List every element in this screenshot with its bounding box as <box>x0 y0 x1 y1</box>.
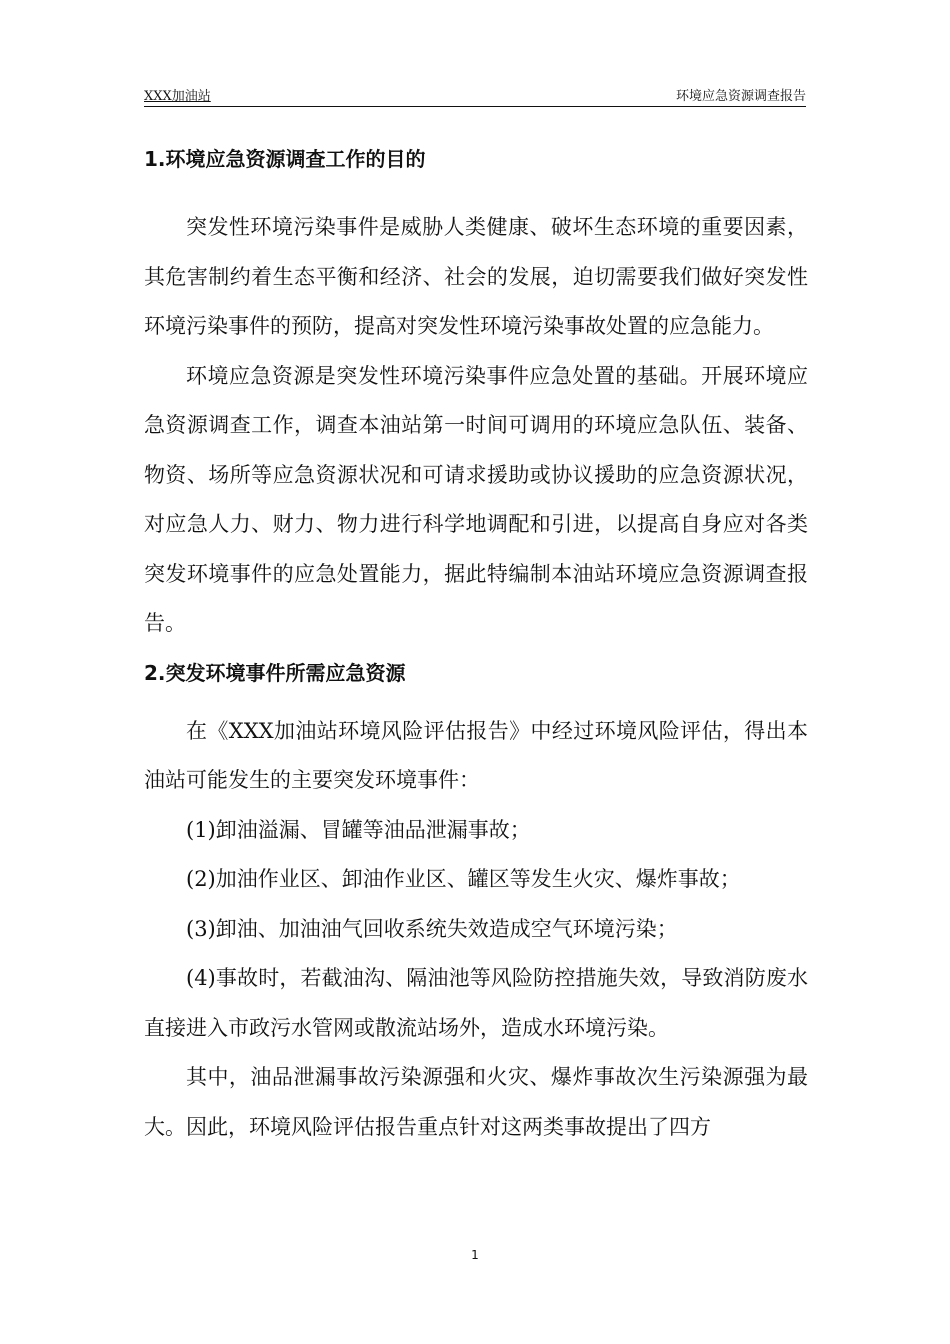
page-number: 1 <box>471 1248 479 1262</box>
section-2-content <box>144 707 808 1153</box>
list-item: (4)事故时，若截油沟、隔油池等风险防控措施失效，导致消防废水直接进入市政污水管网或散流站场外，造成水环境污染。 <box>144 966 808 1040</box>
list-item: (1)卸油溢漏、冒罐等油品泄漏事故； <box>186 817 531 842</box>
paragraph: 其中，油品泄漏事故污染源强和火灾、爆炸事故次生污染源强为最大。因此，环境风险评估报告重点针对这两类事故提出了四方 <box>144 1065 808 1139</box>
document-body <box>144 142 808 1152</box>
section-1-content <box>144 203 808 649</box>
header-station-name: XXX加油站 <box>144 89 211 104</box>
paragraph: 环境应急资源是突发性环境污染事件应急处置的基础。开展环境应急资源调查工作，调查本油站第一时间可调用的环境应急队伍、装备、物资、场所等应急资源状况和可请求援助或协议援助的应急资源状况，对应急人力、财力、物力进行科学地调配和引进，以提高自身应对各类突发环境事件的应急处置能力，据此特编制本油站环境应急资源调查报告。 <box>144 363 808 635</box>
paragraph: 突发性环境污染事件是威胁人类健康、破坏生态环境的重要因素，其危害制约着生态平衡和经济、社会的发展，迫切需要我们做好突发性环境污染事件的预防，提高对突发性环境污染事故处置的应急能力。 <box>144 215 808 338</box>
paragraph: 在《XXX加油站环境风险评估报告》中经过环境风险评估，得出本油站可能发生的主要突发环境事件： <box>144 718 808 792</box>
header-report-title: 环境应急资源调查报告 <box>675 89 806 104</box>
section-2-heading-wrap <box>144 656 808 690</box>
list-item: (3)卸油、加油油气回收系统失效造成空气环境污染； <box>186 916 678 941</box>
page-header <box>144 88 806 107</box>
section-1-title: 1.环境应急资源调查工作的目的 <box>144 147 426 171</box>
list-item: (2)加油作业区、卸油作业区、罐区等发生火灾、爆炸事故； <box>186 867 741 891</box>
section-2-title: 2.突发环境事件所需应急资源 <box>144 660 406 685</box>
